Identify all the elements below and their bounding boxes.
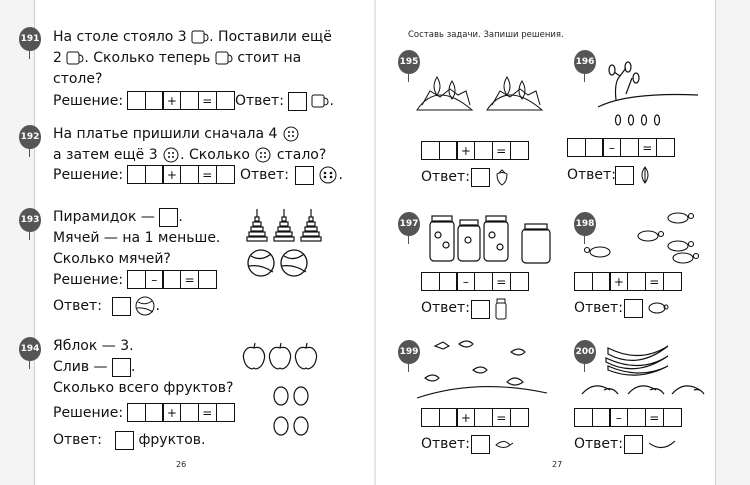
- answer-label: Ответ:: [574, 300, 623, 316]
- cup-icon: [66, 50, 84, 66]
- operator-box: –: [602, 138, 621, 157]
- answer-box[interactable]: [592, 408, 611, 427]
- right-doodle-border: [715, 0, 750, 485]
- answer-label: Ответ:: [421, 169, 470, 185]
- balloon-number-icon: [398, 212, 420, 236]
- text-dot: .: [178, 209, 183, 225]
- answer-box[interactable]: [567, 138, 586, 157]
- operator-box: –: [456, 272, 475, 291]
- text-line: Мячей — на 1 меньше.: [53, 230, 221, 246]
- answer-box[interactable]: [663, 408, 682, 427]
- page-number: 27: [552, 460, 563, 469]
- answer-label: Ответ:: [240, 167, 289, 183]
- problem-number: 195: [399, 57, 419, 67]
- answer-box[interactable]: [288, 92, 307, 111]
- text-line: Пирамидок —: [53, 209, 155, 225]
- text-line: . Сколько теперь: [84, 50, 211, 66]
- answer-label: Ответ:: [235, 93, 284, 109]
- equals-box: =: [645, 272, 664, 291]
- text-dot: .: [130, 359, 136, 375]
- answer-row: [115, 430, 205, 451]
- answer-box[interactable]: [145, 91, 164, 110]
- solution-label: Решение:: [53, 272, 124, 288]
- operator-box: –: [609, 408, 628, 427]
- answer-box[interactable]: [474, 408, 493, 427]
- problem-number: 199: [399, 347, 419, 357]
- strawberry-icon: [494, 168, 510, 186]
- answer-box[interactable]: [574, 408, 593, 427]
- answer-label: Ответ:: [53, 432, 102, 448]
- cup-icon: [191, 29, 209, 45]
- answer-box[interactable]: [624, 299, 643, 318]
- pyramid-toys-icon: [245, 205, 325, 245]
- leaf-icon: [638, 165, 652, 185]
- answer-box[interactable]: [421, 272, 440, 291]
- equals-box: =: [180, 270, 199, 289]
- solution-boxes[interactable]: [421, 408, 529, 427]
- text-line: Сколько всего фруктов?: [53, 380, 234, 396]
- solution-boxes[interactable]: [567, 138, 675, 157]
- answer-label: Ответ:: [421, 436, 470, 452]
- answer-box[interactable]: [421, 141, 440, 160]
- answer-box[interactable]: [471, 300, 490, 319]
- strawberries-icon: [412, 65, 552, 125]
- page-number: 26: [176, 460, 187, 469]
- page-spine: [374, 0, 376, 485]
- equals-box: =: [492, 272, 511, 291]
- answer-row: [471, 167, 510, 188]
- answer-box[interactable]: [627, 272, 646, 291]
- answer-box[interactable]: [663, 272, 682, 291]
- text-number: 2: [53, 50, 62, 66]
- answer-label: Ответ:: [53, 298, 102, 314]
- apples-icon: [242, 342, 322, 372]
- bird-icon: [494, 437, 514, 451]
- problem-number: 193: [20, 215, 40, 225]
- operator-box: +: [456, 408, 475, 427]
- solution-label: Решение:: [53, 405, 124, 421]
- balloon-number-icon: [19, 208, 41, 232]
- answer-box[interactable]: [627, 408, 646, 427]
- answer-box[interactable]: [159, 208, 178, 227]
- answer-box[interactable]: [439, 272, 458, 291]
- problem-number: 191: [20, 34, 40, 44]
- solution-boxes[interactable]: [574, 408, 682, 427]
- answer-box[interactable]: [574, 272, 593, 291]
- answer-box[interactable]: [295, 166, 314, 185]
- answer-label: Ответ:: [567, 167, 616, 183]
- solution-label: Решение:: [53, 93, 124, 109]
- answer-box[interactable]: [620, 138, 639, 157]
- operator-box: +: [609, 272, 628, 291]
- answer-box[interactable]: [439, 141, 458, 160]
- answer-box[interactable]: [127, 403, 146, 422]
- page-instruction: Составь задачи. Запиши решения.: [408, 30, 564, 40]
- answer-box[interactable]: [127, 270, 146, 289]
- answer-box[interactable]: [180, 165, 199, 184]
- button-icon: [162, 147, 180, 163]
- solution-boxes[interactable]: [574, 272, 682, 291]
- solution-boxes[interactable]: [127, 91, 235, 110]
- equals-box: =: [198, 165, 217, 184]
- answer-row: [295, 165, 343, 186]
- answer-box[interactable]: [471, 435, 490, 454]
- answer-box[interactable]: [162, 270, 181, 289]
- turtles-icon: [575, 208, 708, 268]
- answer-box[interactable]: [474, 141, 493, 160]
- jars-icon: [428, 215, 553, 265]
- answer-box[interactable]: [592, 272, 611, 291]
- balloon-number-icon: [19, 337, 41, 361]
- operator-box: +: [162, 165, 181, 184]
- solution-boxes[interactable]: [127, 403, 235, 422]
- button-icon: [254, 147, 272, 163]
- text-line: а затем ещё 3: [53, 147, 158, 163]
- answer-word: фруктов.: [138, 432, 206, 448]
- answer-box[interactable]: [180, 403, 199, 422]
- cup-icon: [311, 93, 329, 109]
- answer-row: [624, 434, 677, 455]
- answer-box[interactable]: [439, 408, 458, 427]
- answer-row: [288, 91, 334, 112]
- answer-box[interactable]: [180, 91, 199, 110]
- answer-box[interactable]: [510, 272, 529, 291]
- equals-box: =: [198, 403, 217, 422]
- answer-box[interactable]: [115, 431, 134, 450]
- cup-icon: [215, 50, 233, 66]
- problem-text: [53, 145, 326, 166]
- solution-boxes[interactable]: [421, 272, 529, 291]
- birds-on-branch-icon: [415, 330, 550, 405]
- answer-box[interactable]: [615, 166, 634, 185]
- answer-box[interactable]: [471, 168, 490, 187]
- text-line: столе?: [53, 71, 103, 87]
- balls-icon: [247, 248, 312, 278]
- answer-label: Ответ:: [574, 436, 623, 452]
- bananas-icon: [575, 334, 708, 399]
- text-line: Яблок — 3.: [53, 338, 134, 354]
- equals-box: =: [198, 91, 217, 110]
- problem-number: 196: [575, 57, 595, 67]
- equals-box: =: [492, 408, 511, 427]
- answer-box[interactable]: [216, 91, 235, 110]
- operator-box: +: [456, 141, 475, 160]
- problem-text: [53, 207, 183, 228]
- equals-box: =: [645, 408, 664, 427]
- problem-text: [53, 48, 301, 69]
- solution-label: Решение:: [53, 167, 124, 183]
- answer-box[interactable]: [510, 141, 529, 160]
- balloon-number-icon: [574, 50, 596, 74]
- answer-box[interactable]: [216, 403, 235, 422]
- left-doodle-border: [0, 0, 35, 485]
- answer-box[interactable]: [510, 408, 529, 427]
- button-icon: [318, 166, 338, 184]
- answer-box[interactable]: [145, 403, 164, 422]
- turtle-icon: [647, 300, 669, 316]
- balloon-number-icon: [19, 125, 41, 149]
- text-line: . Поставили ещё: [209, 29, 332, 45]
- text-dot: .: [155, 298, 160, 314]
- problem-text: [53, 357, 135, 378]
- answer-box[interactable]: [656, 138, 675, 157]
- problem-number: 197: [399, 219, 419, 229]
- problem-text: [53, 124, 300, 145]
- answer-box[interactable]: [127, 91, 146, 110]
- problem-text: [53, 27, 332, 48]
- text-line: стало?: [276, 147, 327, 163]
- text-line: Сколько мячей?: [53, 251, 171, 267]
- solution-boxes[interactable]: [127, 270, 217, 289]
- answer-box[interactable]: [421, 408, 440, 427]
- text-line: На платье пришили сначала: [53, 126, 265, 142]
- solution-boxes[interactable]: [127, 165, 235, 184]
- answer-row: [471, 434, 514, 455]
- answer-label: Ответ:: [421, 300, 470, 316]
- operator-box: +: [162, 91, 181, 110]
- answer-box[interactable]: [145, 165, 164, 184]
- equals-box: =: [492, 141, 511, 160]
- answer-row: [112, 296, 160, 317]
- answer-box[interactable]: [585, 138, 604, 157]
- answer-box[interactable]: [624, 435, 643, 454]
- problem-number: 198: [575, 219, 595, 229]
- balloon-number-icon: [19, 27, 41, 51]
- text-line: стоит на: [237, 50, 302, 66]
- plums-icon: [272, 386, 322, 446]
- answer-row: [624, 298, 669, 319]
- text-line: . Сколько: [180, 147, 250, 163]
- text-line: На столе стояло 3: [53, 29, 187, 45]
- problem-number: 192: [20, 132, 40, 142]
- answer-box[interactable]: [198, 270, 217, 289]
- answer-row: [615, 165, 652, 186]
- answer-row: [471, 298, 508, 320]
- answer-box[interactable]: [127, 165, 146, 184]
- text-dot: .: [329, 93, 334, 109]
- branch-with-leaves-icon: [596, 62, 708, 132]
- answer-box[interactable]: [216, 165, 235, 184]
- text-dot: .: [338, 167, 343, 183]
- equals-box: =: [638, 138, 657, 157]
- problem-number: 194: [20, 344, 40, 354]
- ball-icon: [135, 296, 155, 316]
- problem-number: 200: [575, 347, 595, 357]
- text-number: 4: [268, 126, 278, 142]
- banana-icon: [647, 437, 677, 451]
- answer-box[interactable]: [112, 358, 131, 377]
- operator-box: +: [162, 403, 181, 422]
- answer-box[interactable]: [474, 272, 493, 291]
- answer-box[interactable]: [112, 297, 131, 316]
- jar-icon: [494, 298, 508, 320]
- button-icon: [282, 126, 300, 142]
- solution-boxes[interactable]: [421, 141, 529, 160]
- operator-box: –: [145, 270, 164, 289]
- text-line: Слив —: [53, 359, 108, 375]
